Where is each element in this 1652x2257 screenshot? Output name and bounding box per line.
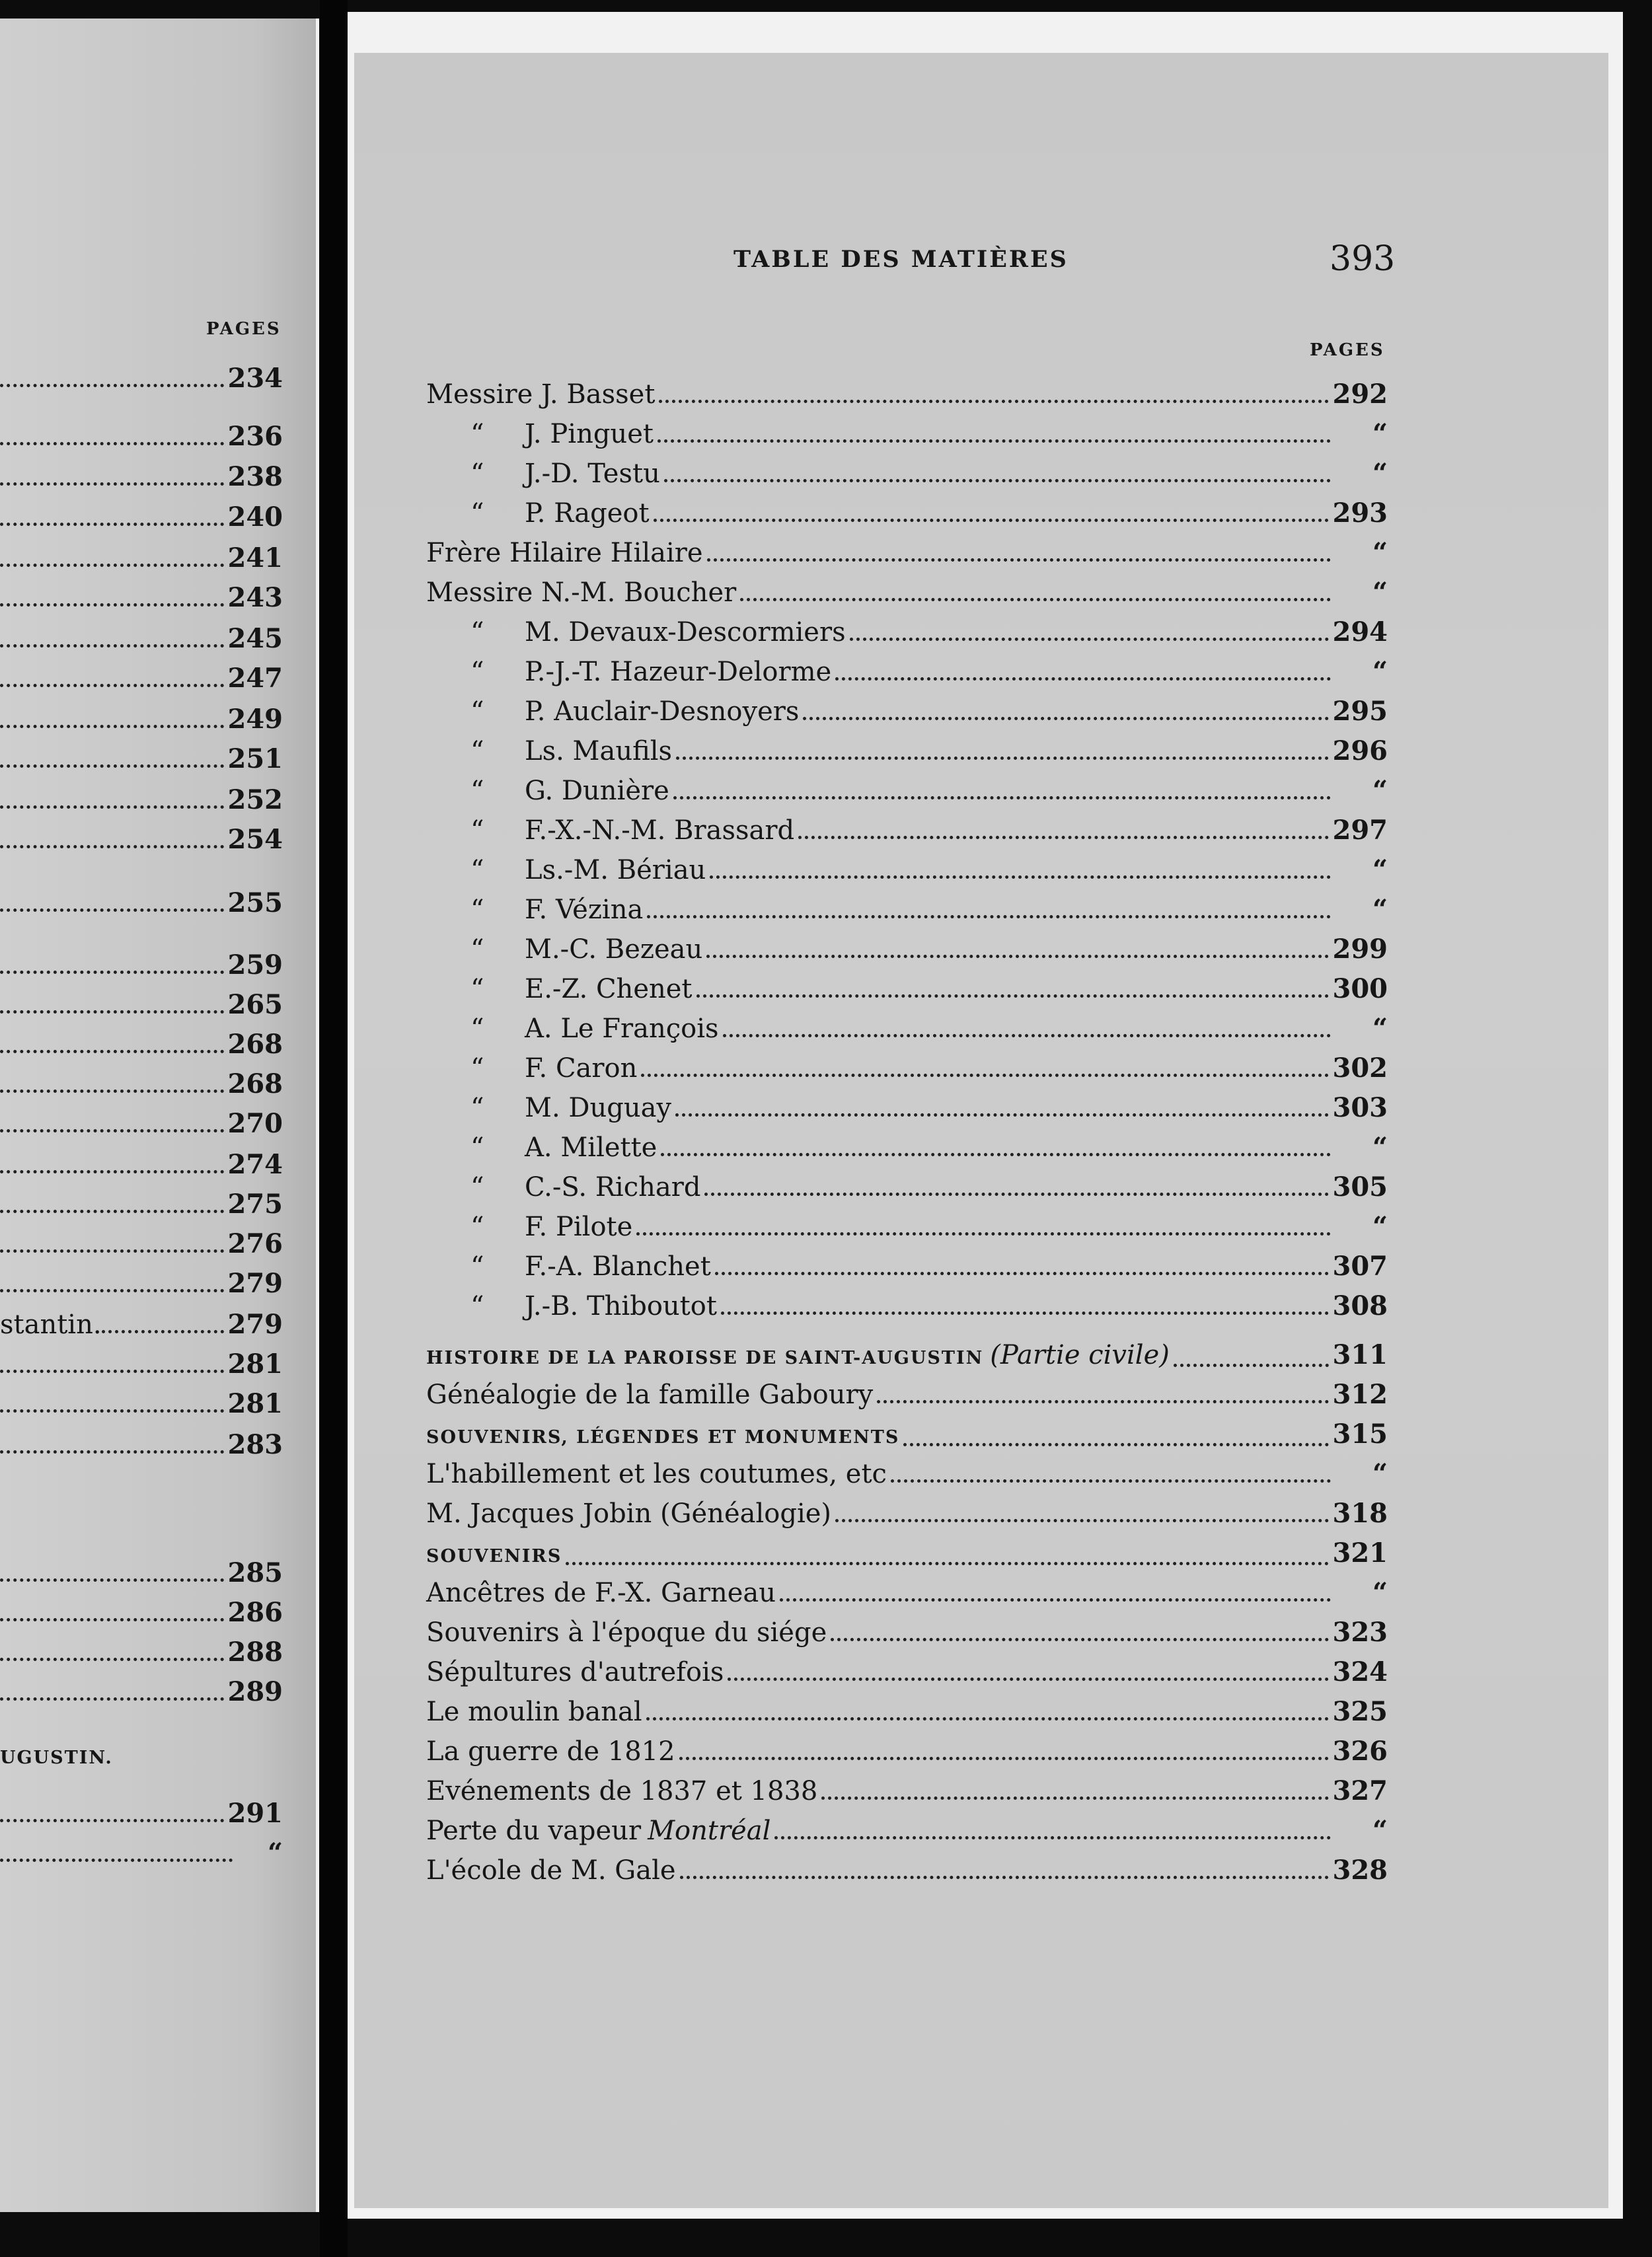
dot-leader: [0, 1370, 224, 1373]
dot-leader: [706, 955, 1328, 958]
toc-entry: [0, 1837, 283, 1870]
toc-entry-page: 265: [227, 989, 283, 1020]
toc-section-heading: [0, 1742, 283, 1775]
toc-entry: [0, 662, 283, 695]
toc-entry-page: “: [1372, 458, 1388, 489]
dot-leader: [0, 1090, 224, 1093]
toc-entry: [426, 1418, 1388, 1454]
dot-leader: [0, 1658, 224, 1661]
dot-leader: [661, 1153, 1331, 1156]
toc-entry: [0, 501, 283, 534]
ditto-mark: “: [470, 657, 484, 687]
toc-entry-page: 315: [1332, 1419, 1388, 1450]
dot-leader: [659, 400, 1328, 403]
ditto-mark: “: [470, 1053, 484, 1084]
dot-leader: [654, 519, 1329, 522]
toc-entry: [0, 1068, 283, 1101]
dot-leader: [0, 1578, 224, 1582]
dot-leader: [102, 1330, 224, 1333]
toc-entry: [426, 1854, 1388, 1887]
toc-entry-page: 274: [227, 1149, 283, 1180]
dot-leader: [721, 1312, 1329, 1315]
toc-entry: [0, 461, 283, 494]
toc-entry-title: P.-J.-T. Hazeur-Delorme: [525, 657, 832, 687]
toc-entry: [0, 743, 283, 776]
toc-entry-title: F. Caron: [525, 1053, 638, 1084]
dot-leader: [0, 764, 224, 768]
toc-entry-title: F. Vézina: [525, 895, 644, 925]
dot-leader: [679, 1757, 1329, 1760]
dot-leader: [0, 1697, 224, 1701]
dot-leader: [0, 1249, 224, 1253]
toc-entry-title: J.-D. Testu: [525, 459, 660, 489]
dot-leader: [664, 479, 1331, 482]
toc-entry-page: 311: [1332, 1339, 1388, 1370]
toc-entry: [470, 933, 1388, 966]
dot-leader: [636, 1232, 1331, 1236]
toc-entry: [470, 1012, 1388, 1045]
left-pages-label: PAGES: [206, 319, 282, 339]
toc-entry: [426, 378, 1388, 411]
dot-leader: [696, 994, 1329, 998]
dot-leader: [0, 1819, 224, 1822]
left-page: [0, 18, 319, 2212]
toc-entry-page: 268: [227, 1068, 283, 1099]
toc-entry-title: L'habillement et les coutumes, etc: [426, 1459, 887, 1489]
toc-entry-title: Ancêtres de F.-X. Garneau: [426, 1578, 776, 1608]
toc-entry-page: 275: [227, 1189, 283, 1220]
toc-entry-page: 291: [227, 1798, 283, 1829]
dot-leader: [0, 1450, 224, 1454]
toc-entry-page: 245: [227, 623, 283, 654]
dot-leader: [676, 757, 1328, 760]
toc-entry-page: 312: [1332, 1379, 1388, 1410]
toc-entry: [0, 988, 283, 1021]
ditto-mark: “: [470, 459, 484, 489]
right-pages-label: PAGES: [1310, 340, 1385, 360]
dot-leader: [850, 638, 1329, 641]
ditto-mark: “: [470, 855, 484, 885]
toc-entry-title: Ls. Maufils: [525, 736, 673, 766]
toc-entry-title: E.-Z. Chenet: [525, 974, 693, 1004]
toc-entry-page: 305: [1332, 1171, 1388, 1202]
ditto-mark: “: [470, 617, 484, 648]
toc-entry-title: A. Milette: [525, 1132, 657, 1163]
toc-entry-page: 252: [227, 784, 283, 815]
dot-leader: [831, 1638, 1328, 1641]
toc-entry-page: 307: [1332, 1251, 1388, 1282]
toc-entry-page: 328: [1332, 1855, 1388, 1886]
dot-leader: [0, 384, 224, 387]
toc-entry-page: “: [1372, 537, 1388, 568]
ditto-mark: “: [470, 1093, 484, 1123]
toc-entry-page: 299: [1332, 934, 1388, 965]
toc-entry: [470, 418, 1388, 451]
dot-leader: [0, 482, 224, 486]
ditto-mark: “: [470, 1212, 484, 1242]
ditto-mark: “: [470, 1251, 484, 1282]
dot-leader: [657, 439, 1331, 443]
dot-leader: [704, 1193, 1328, 1196]
toc-entry: [0, 420, 283, 453]
toc-entry-page: 255: [227, 887, 283, 918]
ditto-mark: “: [470, 696, 484, 727]
toc-entry: [426, 576, 1388, 609]
toc-entry: [470, 457, 1388, 490]
toc-entry: [0, 542, 283, 575]
toc-entry-title: M.-C. Bezeau: [525, 934, 703, 965]
toc-entry: [470, 814, 1388, 847]
dot-leader: [646, 1717, 1329, 1720]
toc-entry-page: “: [1372, 656, 1388, 687]
ditto-mark: “: [470, 815, 484, 846]
toc-entry-page: 270: [227, 1108, 283, 1139]
ditto-mark: “: [470, 498, 484, 529]
toc-entry-page: “: [1372, 1211, 1388, 1242]
toc-entry-page: 276: [227, 1228, 283, 1259]
toc-entry: [0, 1308, 283, 1341]
dot-leader: [835, 1519, 1328, 1522]
dot-leader: [0, 971, 224, 974]
toc-entry: [0, 1228, 283, 1261]
dot-leader: [1174, 1364, 1329, 1367]
dot-leader: [0, 1210, 224, 1213]
toc-entry-title: UGUSTIN.: [0, 1748, 113, 1768]
book-gutter: [320, 0, 348, 2257]
toc-entry-page: 236: [227, 421, 283, 452]
toc-entry-page: 327: [1332, 1775, 1388, 1806]
toc-entry-page: 297: [1332, 815, 1388, 846]
toc-entry-title: stantin.: [0, 1310, 102, 1340]
toc-entry-title: Ls.-M. Bériau: [525, 855, 706, 885]
toc-entry-title: J. Pinguet: [525, 419, 654, 449]
toc-entry: [470, 1210, 1388, 1243]
ditto-mark: “: [470, 934, 484, 965]
toc-entry-page: 238: [227, 461, 283, 492]
toc-entry-title: Evénements de 1837 et 1838: [426, 1776, 818, 1806]
ditto-mark: “: [470, 736, 484, 766]
toc-entry-title: Perte du vapeur: [426, 1816, 642, 1846]
toc-entry: [470, 497, 1388, 530]
toc-entry-page: 286: [227, 1597, 283, 1628]
toc-entry-title: Souvenirs à l'époque du siége: [426, 1617, 827, 1648]
toc-entry-page: 288: [227, 1637, 283, 1668]
dot-leader: [710, 875, 1331, 879]
toc-entry: [470, 774, 1388, 807]
toc-entry-page: 302: [1332, 1053, 1388, 1084]
toc-entry-page: 240: [227, 501, 283, 533]
toc-entry: [470, 695, 1388, 728]
toc-entry-page: 243: [227, 582, 283, 613]
toc-entry: [470, 1290, 1388, 1323]
toc-entry-page: “: [267, 1837, 283, 1868]
toc-entry: [0, 703, 283, 736]
toc-entry-page: 318: [1332, 1498, 1388, 1529]
toc-entry: [426, 1735, 1388, 1768]
dot-leader: [903, 1443, 1328, 1446]
toc-entry-title: M. Duguay: [525, 1093, 672, 1123]
toc-entry: [470, 735, 1388, 768]
toc-entry: [426, 1378, 1388, 1411]
toc-entry: [470, 616, 1388, 649]
toc-entry-title: C.-S. Richard: [525, 1172, 701, 1202]
toc-entry-page: 249: [227, 704, 283, 735]
toc-entry-title: F. Pilote: [525, 1212, 633, 1242]
toc-entry-page: “: [1372, 1013, 1388, 1044]
dot-leader: [0, 845, 224, 848]
dot-leader: [0, 1618, 224, 1621]
dot-leader: [707, 558, 1331, 562]
ditto-mark: “: [470, 419, 484, 449]
toc-entry: [426, 536, 1388, 570]
toc-entry: [470, 1131, 1388, 1164]
toc-entry-page: 281: [227, 1349, 283, 1380]
toc-entry: [0, 1596, 283, 1629]
toc-entry-page: 300: [1332, 973, 1388, 1004]
toc-entry-page: 268: [227, 1029, 283, 1060]
toc-entry-page: 292: [1332, 379, 1388, 410]
dot-leader: [0, 1010, 224, 1014]
dot-leader: [641, 1074, 1328, 1077]
toc-entry-page: 321: [1332, 1537, 1388, 1569]
toc-entry: [426, 1814, 1388, 1847]
toc-entry-page: 247: [227, 663, 283, 694]
dot-leader: [673, 796, 1331, 799]
toc-entry-title: HISTOIRE DE LA PAROISSE DE SAINT-AUGUSTIN: [426, 1348, 984, 1368]
toc-entry-title: M. Devaux-Descormiers: [525, 617, 846, 648]
dot-leader: [675, 1113, 1328, 1117]
toc-entry: [0, 823, 283, 856]
dot-leader: [821, 1796, 1328, 1800]
toc-entry-title: J.-B. Thiboutot: [525, 1291, 717, 1321]
toc-entry-page: “: [1372, 894, 1388, 925]
ditto-mark: “: [470, 1172, 484, 1202]
dot-leader: [803, 717, 1328, 720]
dot-leader: [835, 677, 1331, 681]
toc-entry-title: Messire N.-M. Boucher: [426, 577, 737, 608]
dot-leader: [0, 1409, 224, 1413]
toc-entry: [0, 1267, 283, 1300]
toc-entry-title: Messire J. Basset: [426, 379, 656, 410]
toc-entry: [0, 949, 283, 982]
dot-leader: [0, 1859, 233, 1862]
toc-entry-page: 279: [227, 1309, 283, 1340]
toc-entry-page: 254: [227, 824, 283, 855]
toc-entry: [426, 1339, 1388, 1375]
toc-entry: [470, 893, 1388, 926]
dot-leader: [877, 1400, 1328, 1403]
toc-entry-page: “: [1372, 854, 1388, 885]
toc-entry: [470, 655, 1388, 688]
toc-entry-page: 308: [1332, 1290, 1388, 1321]
dot-leader: [723, 1034, 1331, 1037]
running-head: TABLE DES MATIÈRES: [733, 246, 1069, 273]
toc-entry: [0, 1348, 283, 1381]
toc-entry-page: “: [1372, 1458, 1388, 1489]
toc-entry: [470, 1092, 1388, 1125]
dot-leader: [566, 1562, 1328, 1565]
toc-entry: [426, 1775, 1388, 1808]
toc-entry-title-suffix: (Partie civile): [990, 1340, 1170, 1370]
toc-entry: [470, 1171, 1388, 1204]
page-number: 393: [1330, 239, 1396, 279]
toc-entry: [470, 854, 1388, 887]
dot-leader: [740, 598, 1331, 601]
ditto-mark: “: [470, 974, 484, 1004]
toc-entry: [470, 1052, 1388, 1085]
toc-entry: [0, 1107, 283, 1140]
dot-leader: [728, 1678, 1328, 1681]
toc-entry-page: 323: [1332, 1617, 1388, 1648]
toc-entry-title: Le moulin banal: [426, 1697, 642, 1727]
toc-entry-page: 241: [227, 542, 283, 574]
dot-leader: [0, 684, 224, 687]
toc-entry: [426, 1458, 1388, 1491]
dot-leader: [0, 1289, 224, 1292]
toc-entry-title: SOUVENIRS, LÉGENDES ET MONUMENTS: [426, 1427, 900, 1448]
toc-entry-page: 234: [227, 363, 283, 394]
toc-entry: [0, 784, 283, 817]
ditto-mark: “: [470, 776, 484, 806]
dot-leader: [680, 1876, 1329, 1879]
toc-entry: [470, 973, 1388, 1006]
dot-leader: [780, 1598, 1331, 1602]
toc-entry: [426, 1695, 1388, 1728]
toc-entry-page: 294: [1332, 616, 1388, 648]
toc-entry-page: 251: [227, 743, 283, 774]
ditto-mark: “: [470, 895, 484, 925]
dot-leader: [0, 805, 224, 809]
dot-leader: [0, 564, 224, 567]
toc-entry-title: F.-X.-N.-M. Brassard: [525, 815, 795, 846]
toc-entry: [0, 1428, 283, 1462]
toc-entry-page: “: [1372, 775, 1388, 806]
ditto-mark: “: [470, 1132, 484, 1163]
toc-entry-title-suffix: Montréal: [648, 1816, 771, 1846]
dot-leader: [0, 1129, 224, 1132]
dot-leader: [0, 644, 224, 648]
toc-entry: [0, 362, 283, 395]
toc-entry: [0, 1028, 283, 1061]
dot-leader: [798, 836, 1328, 839]
toc-entry-title: A. Le François: [525, 1014, 719, 1044]
toc-entry-title: La guerre de 1812: [426, 1736, 675, 1767]
ditto-mark: “: [470, 1014, 484, 1044]
toc-entry-page: 279: [227, 1268, 283, 1299]
toc-entry: [0, 581, 283, 614]
toc-entry-page: 283: [227, 1429, 283, 1460]
toc-entry: [426, 1616, 1388, 1649]
toc-entry: [0, 1676, 283, 1709]
toc-entry: [0, 1388, 283, 1421]
toc-entry-title: Généalogie de la famille Gaboury: [426, 1380, 874, 1410]
toc-entry-page: 296: [1332, 735, 1388, 766]
toc-entry-title: M. Jacques Jobin (Généalogie): [426, 1498, 832, 1529]
toc-entry-page: “: [1372, 418, 1388, 449]
toc-entry-title: G. Dunière: [525, 776, 669, 806]
toc-entry: [426, 1656, 1388, 1689]
toc-entry-page: 303: [1332, 1092, 1388, 1123]
toc-entry-title: P. Rageot: [525, 498, 650, 529]
toc-entry-page: 281: [227, 1388, 283, 1419]
toc-entry-title: Frère Hilaire Hilaire: [426, 538, 703, 568]
toc-entry-page: 325: [1332, 1696, 1388, 1727]
toc-entry: [0, 1188, 283, 1221]
dot-leader: [0, 523, 224, 526]
toc-entry: [0, 1148, 283, 1181]
toc-entry-page: “: [1372, 1577, 1388, 1608]
toc-entry-title: L'école de M. Gale: [426, 1855, 676, 1886]
toc-entry: [426, 1537, 1388, 1573]
toc-entry-page: 289: [227, 1676, 283, 1707]
toc-entry: [470, 1250, 1388, 1283]
dot-leader: [0, 908, 224, 912]
toc-entry-page: 324: [1332, 1656, 1388, 1687]
dot-leader: [715, 1272, 1329, 1275]
toc-entry-page: 295: [1332, 696, 1388, 727]
dot-leader: [0, 1170, 224, 1173]
dot-leader: [0, 725, 224, 728]
toc-entry-page: 259: [227, 949, 283, 980]
toc-entry: [426, 1497, 1388, 1530]
toc-entry-page: “: [1372, 1132, 1388, 1163]
toc-entry-page: 293: [1332, 498, 1388, 529]
toc-entry: [0, 1797, 283, 1830]
toc-entry-title: F.-A. Blanchet: [525, 1251, 711, 1282]
dot-leader: [647, 915, 1331, 918]
toc-entry: [426, 1576, 1388, 1610]
dot-leader: [774, 1836, 1331, 1839]
dot-leader: [891, 1479, 1331, 1483]
toc-entry-title: SOUVENIRS: [426, 1546, 562, 1567]
toc-entry: [0, 887, 283, 920]
toc-entry-page: 326: [1332, 1736, 1388, 1767]
dot-leader: [0, 603, 224, 607]
toc-entry-title: Sépultures d'autrefois: [426, 1657, 724, 1687]
toc-entry-title: P. Auclair-Desnoyers: [525, 696, 800, 727]
ditto-mark: “: [470, 1291, 484, 1321]
toc-entry-page: 285: [227, 1557, 283, 1588]
dot-leader: [0, 442, 224, 445]
toc-entry: [0, 622, 283, 655]
toc-entry: [0, 1636, 283, 1669]
toc-entry: [0, 1557, 283, 1590]
toc-entry-page: “: [1372, 1815, 1388, 1846]
dot-leader: [0, 1050, 224, 1053]
toc-entry-page: “: [1372, 577, 1388, 608]
